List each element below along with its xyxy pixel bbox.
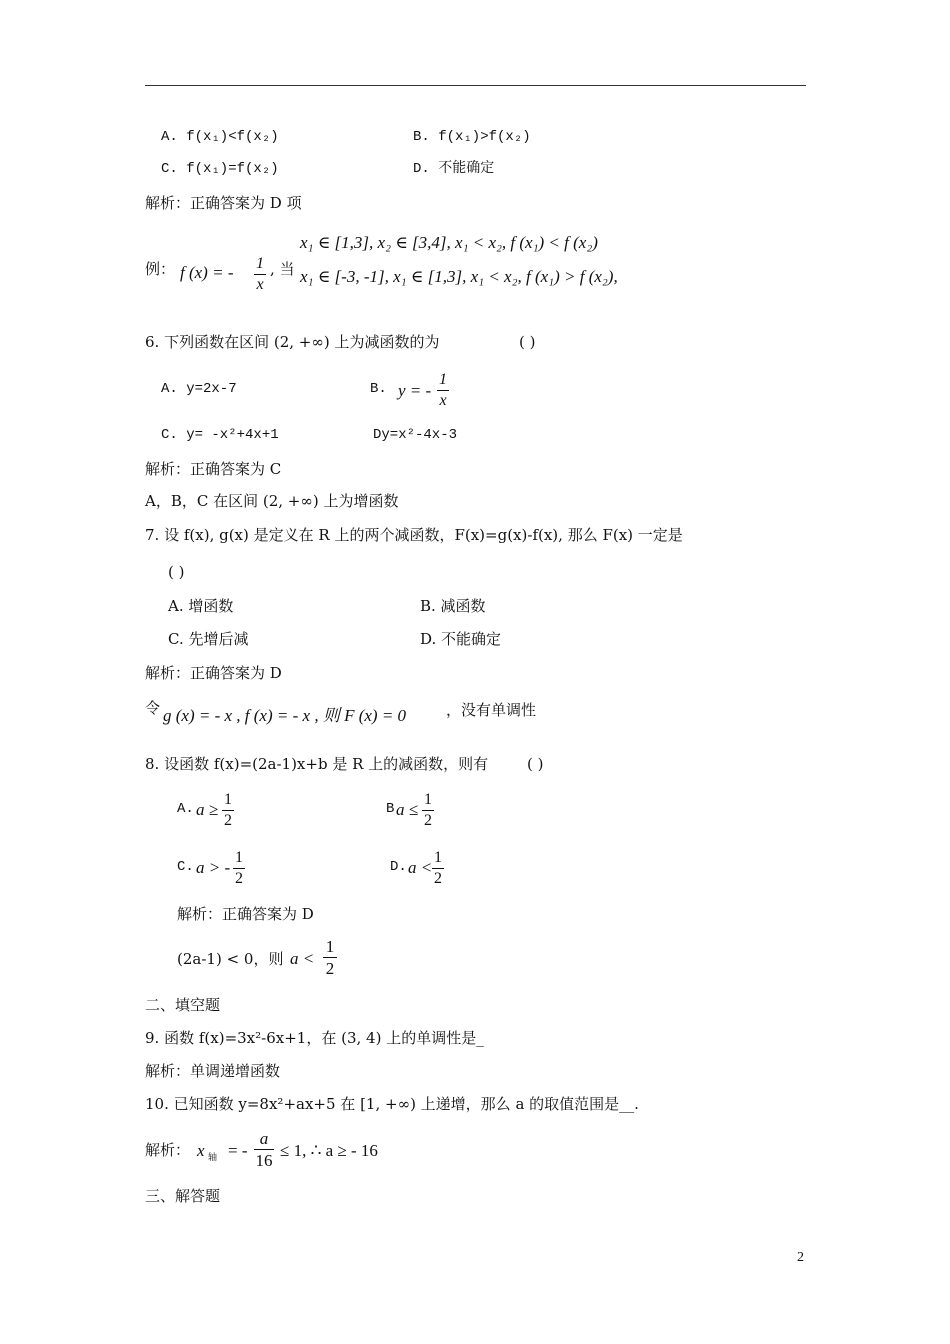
q7-ling: 令 xyxy=(145,699,161,717)
q5-option-b: B. f(x₁)>f(x₂) xyxy=(413,129,531,145)
q7-formula-tail: ，没有单调性 xyxy=(446,701,537,719)
fraction-numerator: 1 xyxy=(325,937,335,956)
fraction-numerator: 1 xyxy=(256,255,264,272)
fraction-denominator: 2 xyxy=(434,870,442,887)
q7-analysis: 解析：正确答案为 D xyxy=(145,664,282,682)
q6-answer-paren: ( ) xyxy=(519,333,536,351)
fraction-bar xyxy=(254,1149,274,1150)
fraction-denominator: x xyxy=(256,276,264,293)
fraction-bar xyxy=(323,957,337,958)
q8-option-c-relation: a > - xyxy=(196,858,231,877)
q5-analysis: 解析：正确答案为 D 项 xyxy=(145,194,302,212)
q10-fraction xyxy=(254,1130,274,1169)
fraction-denominator: x xyxy=(439,392,447,409)
q8-condition: (2a-1) < 0，则 xyxy=(177,950,284,968)
q6-stem: 6. 下列函数在区间 (2, +∞) 上为减函数的为 xyxy=(145,333,440,351)
q5-option-c: C. f(x₁)=f(x₂) xyxy=(161,161,279,177)
q8-option-b-prefix: B xyxy=(386,801,395,817)
q8-option-a-relation: a ≥ xyxy=(196,800,219,819)
fraction-numerator: a xyxy=(259,1129,269,1148)
q8-condition-relation: a < xyxy=(290,949,315,968)
q5-example-label: 例： xyxy=(145,260,176,278)
fraction-denominator: 16 xyxy=(255,1151,273,1170)
q5-option-d: D. 不能确定 xyxy=(413,161,495,177)
q10-equals: = - xyxy=(228,1141,248,1160)
q7-option-b: B. 减函数 xyxy=(420,597,486,615)
q8-option-b-relation: a ≤ xyxy=(396,800,419,819)
q6-option-b-fraction xyxy=(437,372,449,409)
q8-answer-paren: ( ) xyxy=(527,755,544,773)
fraction-bar xyxy=(437,390,449,391)
fraction-numerator: 1 xyxy=(439,371,447,388)
q8-option-d-prefix: D. xyxy=(390,859,407,875)
q10-analysis-tail: ≤ 1, ∴ a ≥ - 16 xyxy=(280,1141,378,1160)
q8-option-c-prefix: C. xyxy=(177,859,194,875)
q7-answer-paren: ( ) xyxy=(168,563,185,581)
q10-x-variable: x xyxy=(197,1141,205,1160)
q8-option-d-fraction xyxy=(432,850,444,887)
q5-example-line2: x₁ ∈ [-3, -1], x₁ ∈ [1,3], x₁ < x₂, f (x₁) > f (x₂), xyxy=(300,267,618,286)
q5-example-line1: x₁ ∈ [1,3], x₂ ∈ [3,4], x₁ < x₂, f (x₁) < f (x₂) xyxy=(300,233,598,252)
q5-example-fraction xyxy=(254,256,266,293)
q7-option-a: A. 增函数 xyxy=(168,597,234,615)
q6-option-d: Dy=x²-4x-3 xyxy=(373,427,458,443)
section-2-heading: 二、填空题 xyxy=(145,996,221,1014)
q8-option-d-relation: a < xyxy=(408,858,433,877)
q5-example-func: f (x) = - xyxy=(180,263,234,282)
page-number: 2 xyxy=(797,1250,804,1265)
fraction-denominator: 2 xyxy=(224,812,232,829)
fraction-bar xyxy=(222,810,234,811)
fraction-denominator: 2 xyxy=(235,870,243,887)
fraction-bar xyxy=(432,868,444,869)
header-rule xyxy=(145,85,806,86)
q7-option-d: D. 不能确定 xyxy=(420,630,502,648)
fraction-numerator: 1 xyxy=(434,849,442,866)
fraction-numerator: 1 xyxy=(235,849,243,866)
fraction-bar xyxy=(254,274,266,275)
fraction-denominator: 2 xyxy=(424,812,432,829)
q8-analysis: 解析：正确答案为 D xyxy=(177,905,314,923)
fraction-denominator: 2 xyxy=(325,959,335,978)
section-3-heading: 三、解答题 xyxy=(145,1187,221,1205)
q10-analysis-label: 解析： xyxy=(145,1141,191,1159)
q10-axis-subscript: 轴 xyxy=(208,1153,218,1163)
q6-analysis: 解析：正确答案为 C xyxy=(145,460,282,478)
q5-option-a: A. f(x₁)<f(x₂) xyxy=(161,129,279,145)
fraction-numerator: 1 xyxy=(224,791,232,808)
q7-formula: g (x) = - x , f (x) = - x , 则 F (x) = 0 xyxy=(163,706,407,725)
q5-example-when: , 当 xyxy=(270,260,295,278)
q9-stem: 9. 函数 f(x)=3x²-6x+1，在 (3, 4) 上的单调性是_ xyxy=(145,1029,484,1047)
q6-note: A，B，C 在区间 (2, +∞) 上为增函数 xyxy=(145,492,399,510)
fraction-bar xyxy=(422,810,434,811)
q10-stem: 10. 已知函数 y=8x²+ax+5 在 [1, +∞) 上递增，那么 a 的取值范围是__. xyxy=(145,1095,639,1113)
q8-option-a-fraction xyxy=(222,792,234,829)
q8-option-a-prefix: A. xyxy=(177,801,194,817)
q9-analysis: 解析：单调递增函数 xyxy=(145,1062,281,1080)
fraction-numerator: 1 xyxy=(424,791,432,808)
q8-option-c-fraction xyxy=(233,850,245,887)
q7-stem: 7. 设 f(x), g(x) 是定义在 R 上的两个减函数，F(x)=g(x)-f(x), 那么 F(x) 一定是 xyxy=(145,526,683,544)
q6-option-b-prefix: B. xyxy=(370,381,387,397)
q7-option-c: C. 先增后减 xyxy=(168,630,249,648)
q8-condition-fraction xyxy=(323,938,337,977)
q6-option-c: C. y= -x²+4x+1 xyxy=(161,427,279,443)
q6-option-b-lhs: y = - xyxy=(398,381,432,400)
fraction-bar xyxy=(233,868,245,869)
q6-option-a: A. y=2x-7 xyxy=(161,381,237,397)
q8-stem: 8. 设函数 f(x)=(2a-1)x+b 是 R 上的减函数，则有 xyxy=(145,755,489,773)
q8-option-b-fraction xyxy=(422,792,434,829)
